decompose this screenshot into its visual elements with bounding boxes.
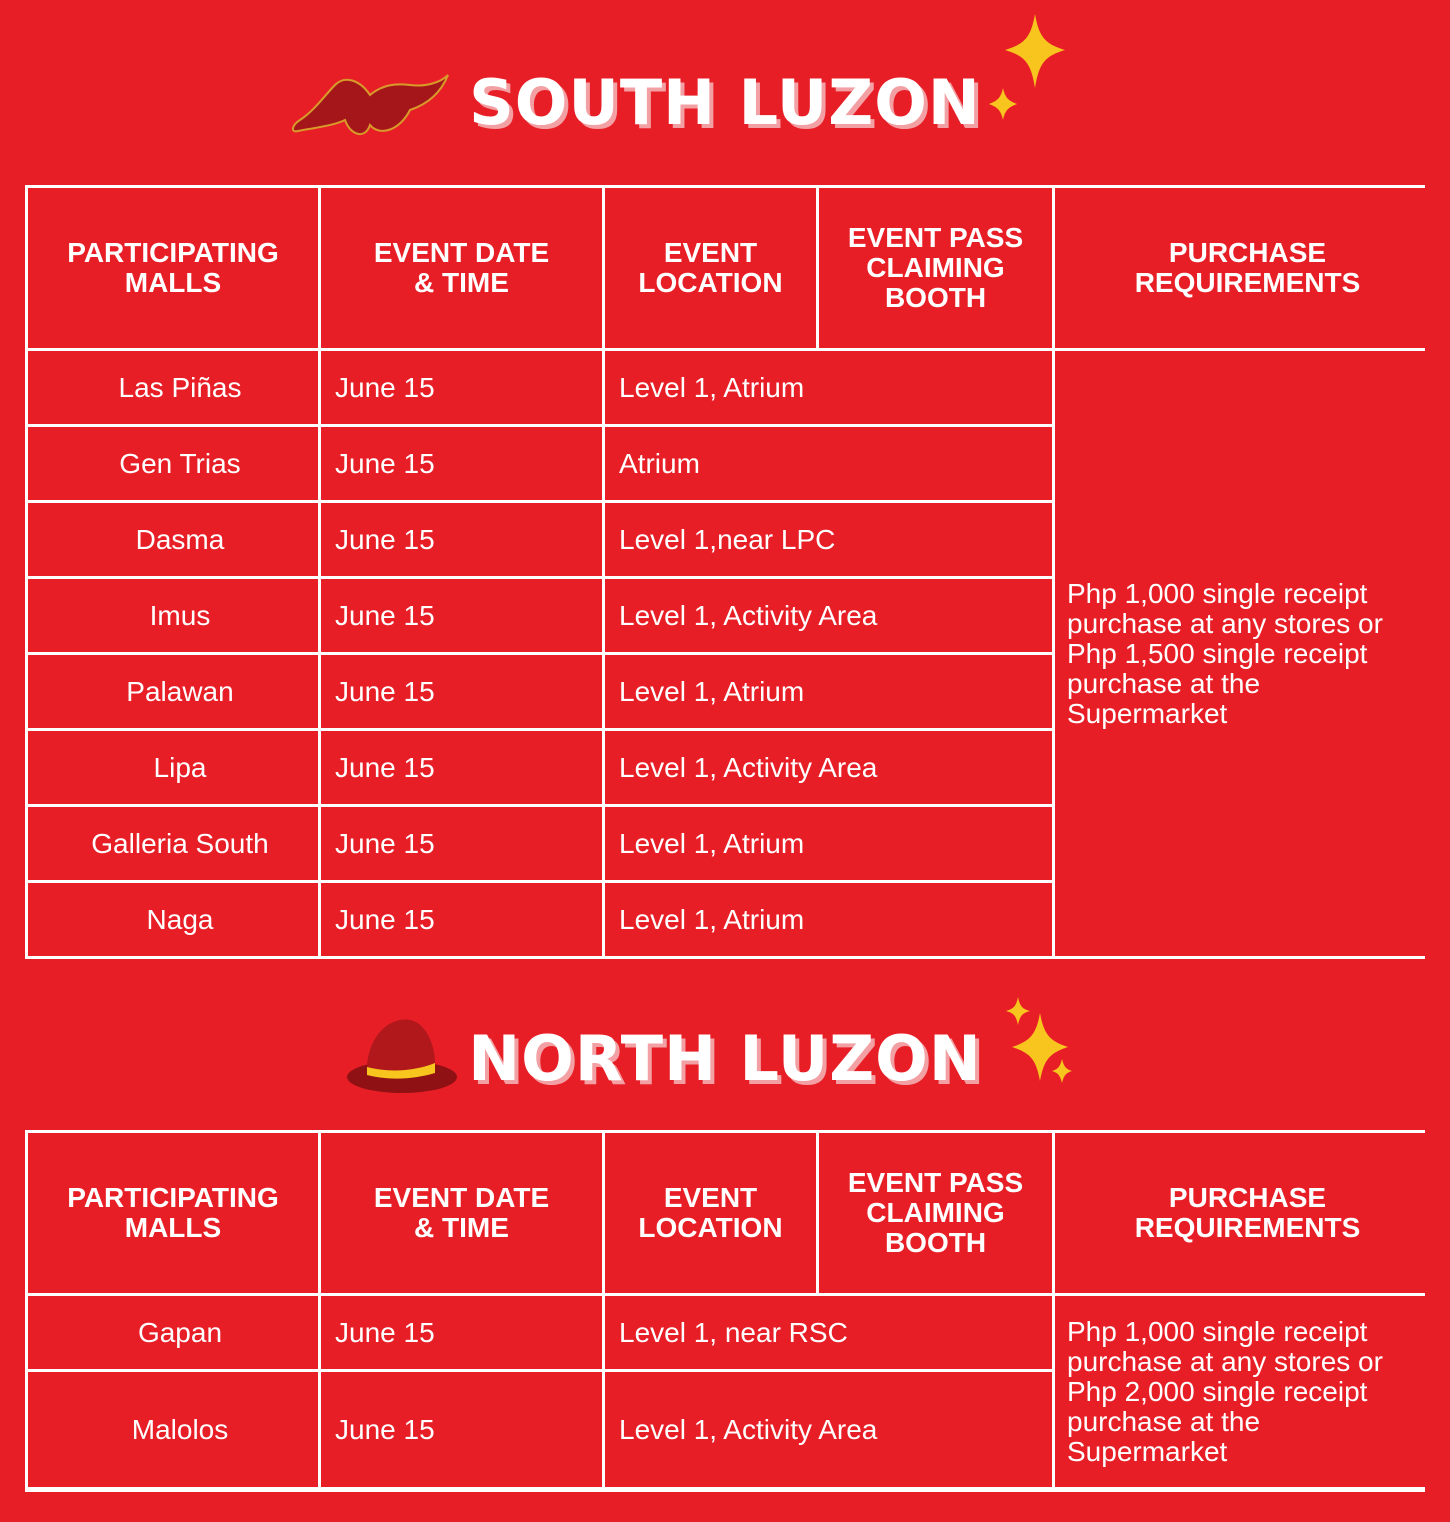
table-cell-location: Level 1, Atrium <box>605 351 1052 424</box>
table-cell-mall: Gen Trias <box>28 427 318 500</box>
hat-icon <box>345 1015 460 1100</box>
north-luzon-title: NORTH LUZON <box>468 1022 982 1095</box>
table-cell-location: Level 1, Activity Area <box>605 1372 1052 1487</box>
header-purchase-requirements: PURCHASE REQUIREMENTS <box>1055 1133 1440 1293</box>
table-cell-date: June 15 <box>321 655 602 728</box>
table-cell-location: Level 1, Atrium <box>605 655 1052 728</box>
header-event-date: EVENT DATE & TIME <box>321 188 602 348</box>
table-cell-mall: Galleria South <box>28 807 318 880</box>
header-event-date: EVENT DATE & TIME <box>321 1133 602 1293</box>
header-claiming-booth: EVENT PASS CLAIMING BOOTH <box>819 1133 1052 1293</box>
table-cell-mall: Las Piñas <box>28 351 318 424</box>
table-cell-location: Atrium <box>605 427 1052 500</box>
purchase-requirements-text: Php 1,000 single receipt purchase at any stores or Php 1,500 single receipt purchase at the Supermarket <box>1055 351 1440 956</box>
header-event-location: EVENT LOCATION <box>605 188 816 348</box>
table-cell-date: June 15 <box>321 1372 602 1487</box>
south-luzon-title: SOUTH LUZON <box>469 66 981 139</box>
table-cell-location: Level 1, Atrium <box>605 883 1052 956</box>
sparkles-icon <box>1000 995 1080 1090</box>
sparkles-icon <box>985 12 1075 127</box>
table-cell-date: June 15 <box>321 427 602 500</box>
table-cell-mall: Lipa <box>28 731 318 804</box>
table-cell-location: Level 1, Activity Area <box>605 579 1052 652</box>
table-cell-location: Level 1, near RSC <box>605 1296 1052 1369</box>
table-cell-date: June 15 <box>321 883 602 956</box>
purchase-requirements-text: Php 1,000 single receipt purchase at any stores or Php 2,000 single receipt purchase at the Supermarket <box>1055 1296 1440 1487</box>
table-cell-date: June 15 <box>321 807 602 880</box>
table-cell-date: June 15 <box>321 1296 602 1369</box>
header-participating-malls: PARTICIPATING MALLS <box>28 1133 318 1293</box>
header-event-location: EVENT LOCATION <box>605 1133 816 1293</box>
north-luzon-table <box>25 1130 1425 1492</box>
table-cell-date: June 15 <box>321 503 602 576</box>
north-luzon-heading <box>0 1014 1450 1104</box>
table-cell-date: June 15 <box>321 731 602 804</box>
table-cell-mall: Gapan <box>28 1296 318 1369</box>
table-cell-mall: Dasma <box>28 503 318 576</box>
south-luzon-heading <box>0 58 1450 148</box>
table-cell-mall: Malolos <box>28 1372 318 1487</box>
header-purchase-requirements: PURCHASE REQUIREMENTS <box>1055 188 1440 348</box>
table-cell-mall: Naga <box>28 883 318 956</box>
table-cell-location: Level 1, Atrium <box>605 807 1052 880</box>
header-participating-malls: PARTICIPATING MALLS <box>28 188 318 348</box>
table-cell-mall: Imus <box>28 579 318 652</box>
header-claiming-booth: EVENT PASS CLAIMING BOOTH <box>819 188 1052 348</box>
table-cell-mall: Palawan <box>28 655 318 728</box>
table-cell-location: Level 1,near LPC <box>605 503 1052 576</box>
table-cell-date: June 15 <box>321 351 602 424</box>
table-cell-date: June 15 <box>321 579 602 652</box>
table-cell-location: Level 1, Activity Area <box>605 731 1052 804</box>
south-luzon-table <box>25 185 1425 959</box>
mustache-icon <box>290 65 450 150</box>
